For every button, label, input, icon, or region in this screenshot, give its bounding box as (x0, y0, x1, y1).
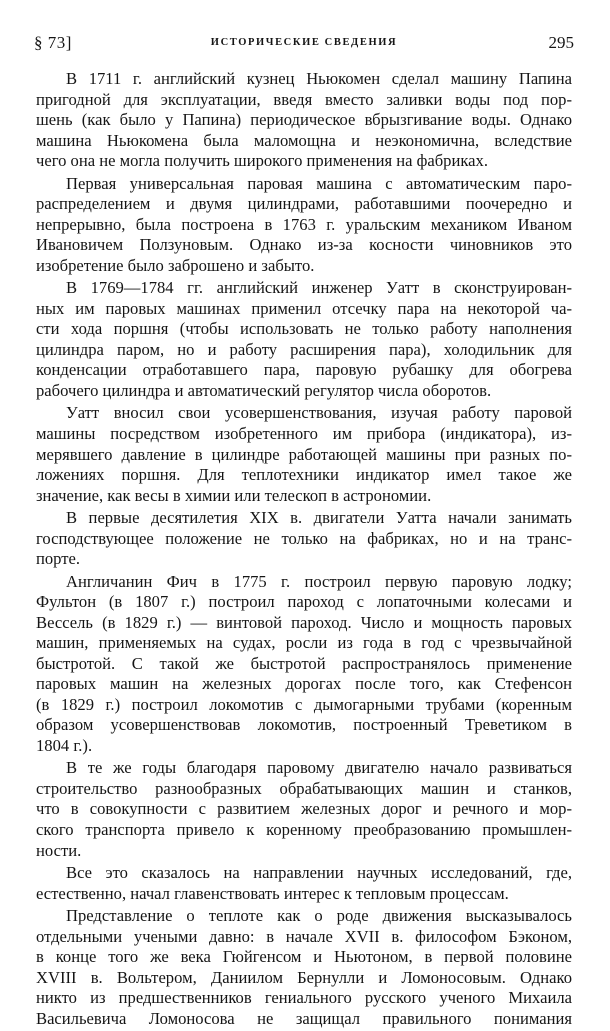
text-line: Ивановичем Ползуновым. Однако из-за косности чиновников это (36, 235, 572, 255)
text-line: Все это сказалось на направлении научных исследований, где, (66, 863, 572, 883)
text-line: быстротой. С такой же быстротой распространялось применение (36, 653, 572, 673)
text-line: Уатт вносил свои усовершенствования, изучая работу паровой (66, 403, 572, 423)
text-line: чего она не могла получить широкого применения на фабриках. (36, 151, 488, 171)
text-line: В первые десятилетия XIX в. двигатели Уатта начали занимать (66, 508, 572, 528)
paragraph (36, 508, 572, 570)
text-line: В 1769—1784 гг. английский инженер Уатт в сконструирован- (66, 278, 572, 298)
paragraph (36, 906, 572, 1029)
section-reference: § 73] (34, 33, 72, 52)
text-line: В 1711 г. английский кузнец Ньюкомен сделал машину Папина (66, 69, 572, 88)
running-title: ИСТОРИЧЕСКИЕ СВЕДЕНИЯ (210, 37, 398, 48)
text-line: шень (как было у Папина) периодическое вбрызгивание воды. Однако (36, 110, 572, 130)
body-text (36, 69, 572, 1031)
text-line: непрерывно, была построена в 1763 г. уральским механиком Иваном (36, 214, 572, 234)
text-line: паровых машин на железных дорогах после того, как Стефенсон (36, 674, 572, 694)
text-line: в конце того же века Гюйгенсом и Ньютоном, в первой половине (36, 947, 572, 967)
text-line: мерявшего давление в цилиндре работающей машины при разных по- (36, 444, 572, 464)
text-line: ложениях поршня. Для теплотехники индикатор имел такое же (36, 465, 572, 485)
text-line: ского транспорта привело к коренному преобразованию промышлен- (36, 820, 572, 840)
page-number: 295 (548, 33, 574, 52)
paragraph (36, 403, 572, 506)
text-line: машины посредством изобретенного им прибора (индикатора), из- (36, 423, 572, 443)
text-line: машина Ньюкомена была маломощна и неэкономична, вследствие (36, 130, 572, 150)
text-line: строительство разнообразных обрабатывающих машин и станков, (36, 778, 572, 798)
running-header (34, 33, 574, 55)
text-line: ности. (36, 840, 82, 860)
text-line: рабочего цилиндра и автоматический регулятор числа оборотов. (36, 380, 492, 400)
paragraph (36, 278, 572, 401)
text-line: естественно, начал главенствовать интерес к тепловым процессам. (36, 883, 509, 903)
text-line: никто из предшественников гениального русского ученого Михаила (36, 988, 572, 1008)
text-line: 1804 г.). (36, 735, 93, 755)
text-line: отдельными учеными давно: в начале XVII в. философом Бэконом, (36, 926, 572, 946)
text-line: Васильевича Ломоносова не защищал правильного понимания (36, 1008, 572, 1028)
text-line: XVIII в. Вольтером, Даниилом Бернулли и Ломоносовым. Однако (36, 967, 572, 987)
text-line: сти хода поршня (чтобы использовать не только работу наполнения (36, 319, 572, 339)
text-line: образом усовершенствовав локомотив, построенный Треветиком в (36, 715, 572, 735)
text-line: Англичанин Фич в 1775 г. построил первую паровую лодку; (66, 571, 572, 591)
text-line: цилиндра паром, но и работу расширения пара), холодильник для (36, 339, 572, 359)
paragraph (36, 572, 572, 757)
text-line: Фультон (в 1807 г.) построил пароход с лопаточными колесами и (36, 592, 572, 612)
text-line: Вессель (в 1829 г.) — винтовой пароход. Число и мощность паровых (36, 612, 572, 632)
text-line: изобретение было заброшено и забыто. (36, 255, 315, 275)
paragraph (36, 863, 572, 904)
text-line: ных им паровых машинах применил отсечку пара на некоторой ча- (36, 298, 572, 318)
text-line: распределением и двумя цилиндрами, работавшими поочередно и (36, 194, 572, 214)
text-line: машин, применяемых на судах, росли из года в год с чрезвычайной (36, 633, 572, 653)
text-line: Первая универсальная паровая машина с автоматическим паро- (66, 173, 572, 193)
text-line: Представление о теплоте как о роде движения высказывалось (66, 906, 572, 925)
text-line: что в совокупности с развитием железных дорог и речного и мор- (36, 799, 572, 819)
text-line: значение, как весы в химии или телескоп в астрономии. (36, 485, 432, 505)
text-line: конденсации отработавшего пара, паровую рубашку для обогрева (36, 360, 572, 380)
text-line: порте. (36, 549, 81, 569)
text-line: (в 1829 г.) построил локомотив с дымогарными трубами (коренным (36, 694, 572, 714)
paragraph (36, 758, 572, 861)
text-line: В те же годы благодаря паровому двигателю начало развиваться (66, 758, 572, 778)
text-line: пригодной для эксплуатации, введя вместо заливки воды под пор- (36, 89, 572, 109)
paragraph (36, 174, 572, 277)
text-line: господствующее положение не только на фабриках, но и на транс- (36, 528, 572, 548)
paragraph (36, 69, 572, 172)
